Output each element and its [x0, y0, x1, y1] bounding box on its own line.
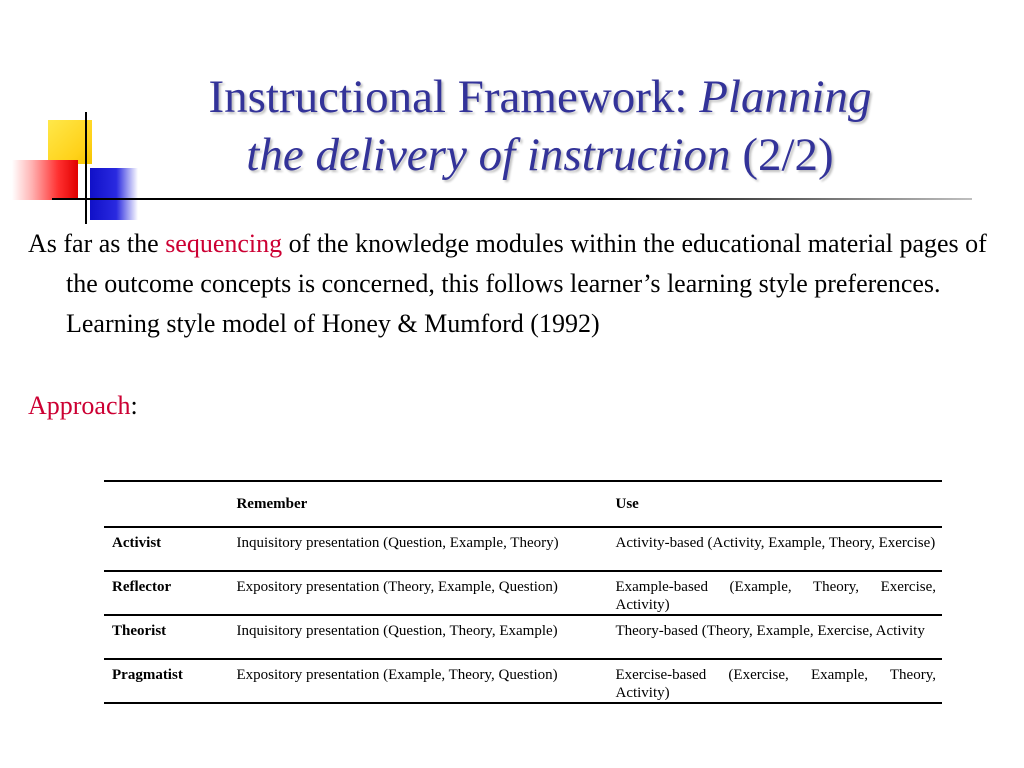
table-cell-use: Activity-based (Activity, Example, Theory, Exercise) — [615, 535, 936, 551]
vertical-rule — [85, 112, 87, 224]
table-cell-use: Example-based (Example, Theory, Exercise, Activity) — [615, 579, 936, 613]
table-row — [104, 527, 942, 571]
table-header-row — [104, 481, 942, 527]
title-text-part1: Instructional Framework: — [208, 71, 700, 123]
body-paragraph — [28, 224, 988, 344]
table-row — [104, 659, 942, 703]
table-cell-use: Theory-based (Theory, Example, Exercise, Activity — [615, 623, 925, 639]
title-italic-part2: the delivery of instruction — [246, 129, 731, 181]
table-cell-remember: Expository presentation (Theory, Example, Question) — [236, 579, 558, 595]
table-cell-style: Theorist — [112, 623, 167, 639]
paragraph-text-1: As far as the — [28, 229, 166, 258]
table-cell-remember: Expository presentation (Example, Theory, Question) — [236, 667, 558, 683]
table-row — [104, 615, 942, 659]
paragraph-highlight: sequencing — [165, 229, 283, 258]
learning-style-table — [104, 480, 942, 704]
slide-body — [28, 224, 988, 426]
table-header-cell: Use — [615, 496, 639, 512]
approach-label: Approach — [28, 391, 131, 420]
table-cell-style: Pragmatist — [112, 667, 183, 683]
table-cell-style: Reflector — [112, 579, 172, 595]
table-cell-style: Activist — [112, 535, 162, 551]
table-header-cell — [104, 481, 236, 527]
learning-style-table-wrapper — [104, 480, 942, 704]
table-cell-use: Exercise-based (Exercise, Example, Theory, Activity) — [615, 667, 936, 701]
table-header-cell: Remember — [236, 496, 308, 512]
title-underline-rule — [52, 198, 972, 200]
title-text-part2: (2/2) — [730, 129, 834, 181]
title-italic-part1: Planning — [699, 71, 872, 123]
slide-title — [120, 68, 960, 184]
table-cell-remember: Inquisitory presentation (Question, Example, Theory) — [236, 535, 559, 551]
paragraph-text-2: of the knowledge modules within the educational material pages of the outcome concepts is concerned, this follows learner’s learning style preferences. Learning style model of Honey & Mumford (1992) — [66, 229, 987, 338]
red-square-decoration — [12, 160, 78, 200]
table-row — [104, 571, 942, 615]
approach-heading — [28, 386, 988, 426]
approach-colon: : — [130, 391, 138, 420]
table-cell-remember: Inquisitory presentation (Question, Theory, Example) — [236, 623, 558, 639]
slide-logo-decoration — [0, 0, 140, 240]
